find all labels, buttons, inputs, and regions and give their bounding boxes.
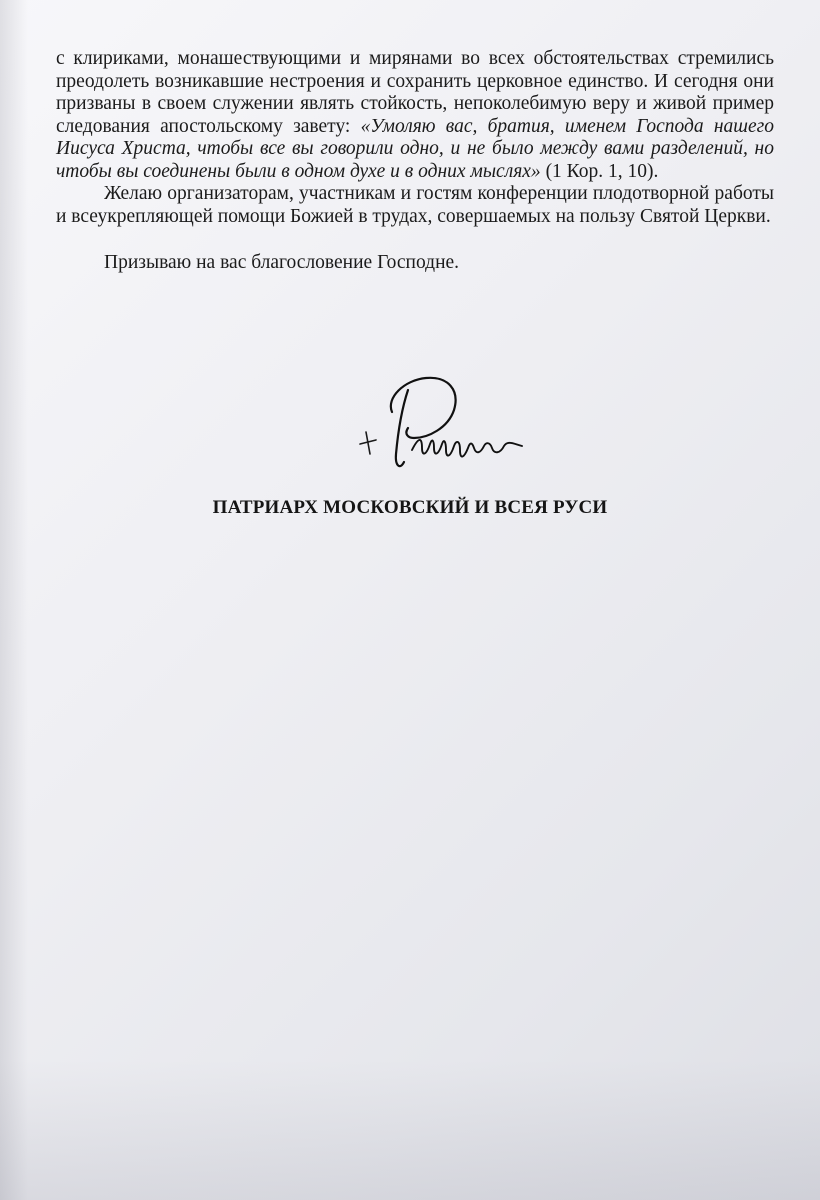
blessing-line: Призываю на вас благословение Господне. <box>104 252 460 273</box>
scripture-quote: «Умоляю вас, братия, именем Господа нашего Иисуса Христа, чтобы все вы говорили одно, и не было между вами разделений, но чтобы вы соединены были в одном духе и в одних мыслях» <box>56 115 774 182</box>
paragraph-1-line: непоколебимую веру и живой пример следования апостольскому завету: <box>56 93 774 137</box>
paragraph-1 <box>56 48 774 183</box>
page-edge-shadow <box>0 0 28 1200</box>
letter-body <box>56 48 774 275</box>
paragraph-1-line: с клириками, монашествующими и мирянами во всех обстоятельствах <box>56 48 678 69</box>
paragraph-1-line: единство. И сегодня они призваны в своем служении являть стойкость, <box>56 70 774 114</box>
paragraph-1-line: стремились преодолеть возникавшие нестроения и сохранить церковное <box>56 48 774 92</box>
scripture-citation: (1 Кор. 1, 10). <box>540 160 659 182</box>
handwritten-signature <box>356 368 526 480</box>
page-bottom-shadow <box>0 1060 820 1200</box>
paragraph-2: Желаю организаторам, участникам и гостям конференции плодотворной работы и всеукрепляющей помощи Божией в трудах, совершаемых на пользу Святой Церкви. <box>56 183 774 227</box>
signatory-title: ПАТРИАРХ МОСКОВСКИЙ И ВСЕЯ РУСИ <box>212 497 608 518</box>
